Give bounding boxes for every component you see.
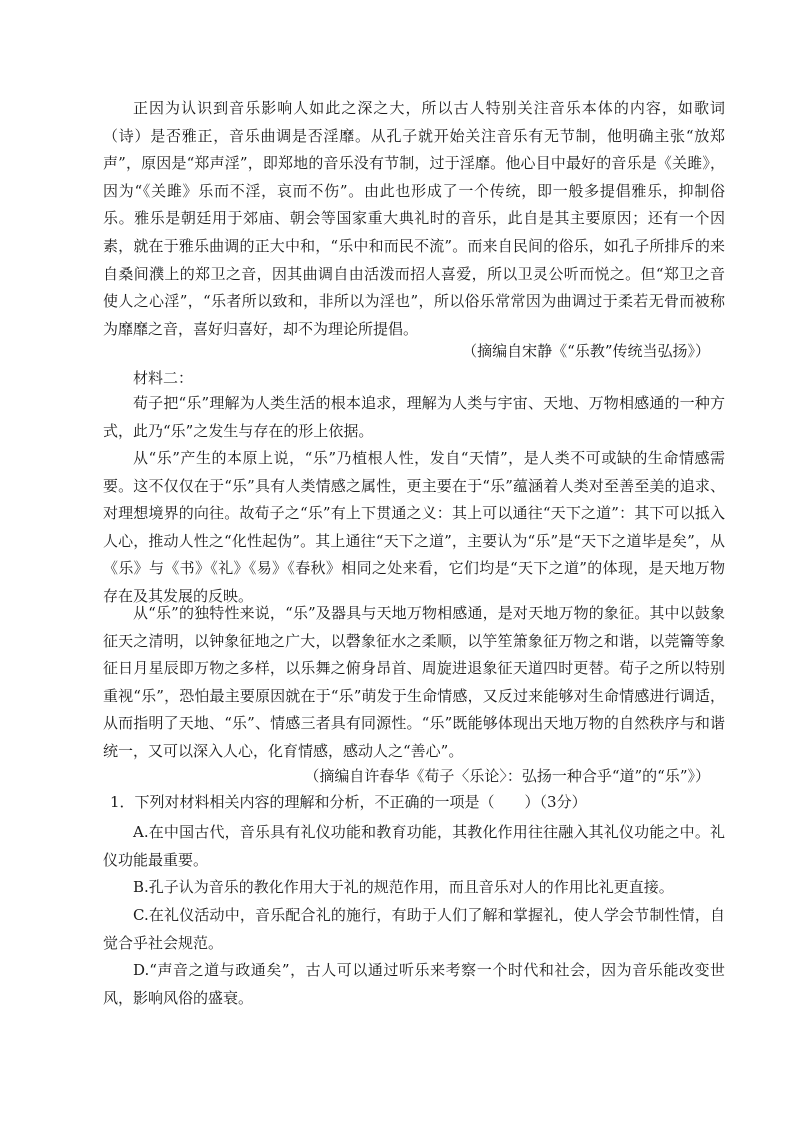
- passage-2-paragraph-1: 荀子把“乐”理解为人类生活的根本追求，理解为人类与宇宙、天地、万物相感通的一种方式，此乃“乐”之发生与存在的形上依据。: [103, 394, 725, 440]
- option-a: A.在中国古代，音乐具有礼仪功能和教育功能，其教化作用往往融入其礼仪功能之中。礼仪功能最重要。: [103, 823, 725, 870]
- option-c: C.在礼仪活动中，音乐配合礼的施行，有助于人们了解和掌握礼，使人学会节制性情，自觉合乎社会规范。: [103, 906, 725, 953]
- passage-2-source: （摘编自许春华《荀子〈乐论〉：弘扬一种合乎“道”的“乐”》）: [304, 767, 710, 785]
- passage-2-paragraph-3: 从“乐”的独特性来说，“乐”及器具与天地万物相感通，是对天地万物的象征。其中以鼓象征天之清明，以钟象征地之广大，以磬象征水之柔顺，以竽笙箫象征万物之和谐，以莞籥等象征日月星辰即万物之多样，以乐舞之俯身昂首、周旋进退象征天道四时更替。荀子之所以特别重视“乐”，恐怕最主要原因就在于“乐”萌发于生命情感，又反过来能够对生命情感进行调适，从而指明了天地、“乐”、情感三者具有同源性。“乐”既能够体现出天地万物的自然秩序与和谐统一，又可以深入人心，化育情感，感动人之“善心”。: [103, 604, 725, 760]
- material-2-heading: 材料二：: [133, 369, 194, 387]
- option-b: B.孔子认为音乐的教化作用大于礼的规范作用，而且音乐对人的作用比礼更直接。: [133, 878, 674, 896]
- question-stem: 1．下列对材料相关内容的理解和分析，不正确的一项是（ ）（3分）: [110, 793, 587, 811]
- passage-2-paragraph-2: 从“乐”产生的本原上说，“乐”乃植根人性，发自“天情”，是人类不可或缺的生命情感需要。这不仅仅在于“乐”具有人类情感之属性，更主要在于“乐”蕴涵着人类对至善至美的追求、对理想境界的向往。故荀子之“乐”有上下贯通之义：其上可以通往“天下之道”：其下可以抵入人心，推动人性之“化性起伪”。其上通往“天下之道”，主要认为“乐”是“天下之道毕是矣”，从《乐》与《书》《礼》《易》《春秋》相同之处来看，它们均是“天下之道”的体现，是天地万物存在及其发展的反映。: [103, 449, 725, 605]
- passage-1-paragraph: 正因为认识到音乐影响人如此之深之大，所以古人特别关注音乐本体的内容，如歌词（诗）是否雅正，音乐曲调是否淫靡。从孔子就开始关注音乐有无节制，他明确主张“放郑声”，原因是“郑声淫”，即郑地的音乐没有节制，过于淫靡。他心目中最好的音乐是《关雎》，因为“《关雎》乐而不淫，哀而不伤”。由此也形成了一个传统，即一般多提倡雅乐，抑制俗乐。雅乐是朝廷用于郊庙、朝会等国家重大典礼时的音乐，此自是其主要原因；还有一个因素，就在于雅乐曲调的正大中和，“乐中和而民不流”。而来自民间的俗乐，如孔子所排斥的来自桑间濮上的郑卫之音，因其曲调自由活泼而招人喜爱，所以卫灵公听而悦之。但“郑卫之音使人之心淫”，“乐者所以致和，非所以为淫也”，所以俗乐常常因为曲调过于柔若无骨而被称为靡靡之音，喜好归喜好，却不为理论所提倡。: [103, 99, 725, 338]
- passage-1-source: （摘编自宋静《“乐教”传统当弘扬》）: [462, 342, 710, 360]
- option-d: D.“声音之道与政通矣”，古人可以通过听乐来考察一个时代和社会，因为音乐能改变世风，影响风俗的盛衰。: [103, 961, 725, 1008]
